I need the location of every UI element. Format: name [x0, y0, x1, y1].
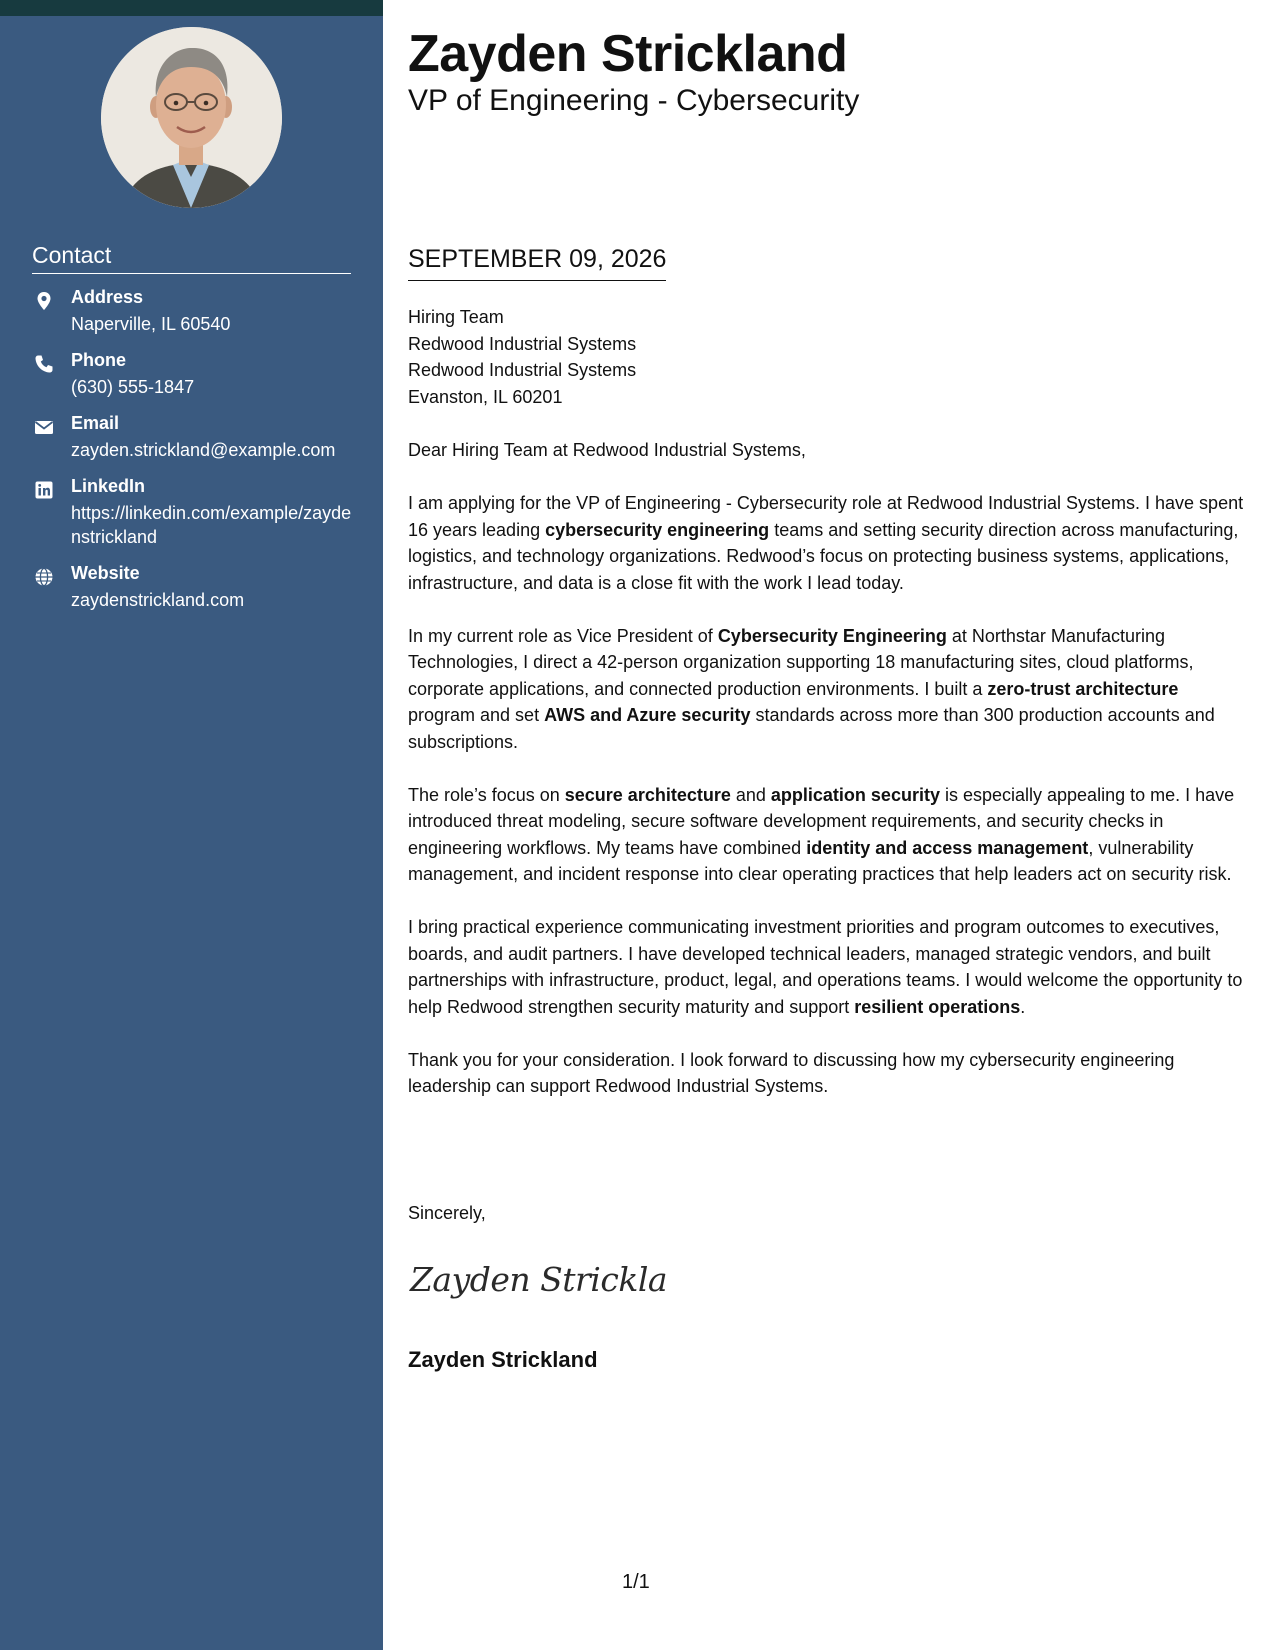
contact-label-website: Website: [71, 563, 140, 583]
contact-label-address: Address: [71, 287, 144, 307]
salutation: Dear Hiring Team at Redwood Industrial Systems,: [408, 440, 806, 460]
contact-value-phone: (630) 555-1847: [71, 377, 195, 397]
letter-paragraph: [408, 623, 1248, 756]
letter-date: SEPTEMBER 09, 2026: [408, 245, 666, 281]
emphasized-text: application security: [770, 784, 940, 805]
globe-icon: [34, 567, 54, 587]
recipient-line: Evanston, IL 60201: [408, 386, 563, 407]
emphasized-text: resilient operations: [854, 996, 1021, 1017]
emphasized-text: AWS and Azure security: [544, 705, 751, 725]
paragraph-text: , vulnerability management, and incident response into clear operating practices that help leaders act on security risk.: [408, 837, 1232, 884]
recipient-line: Redwood Industrial Systems: [408, 360, 637, 380]
sidebar-top-bar: [0, 0, 383, 16]
signer-name: Zayden Strickland: [408, 1347, 598, 1372]
applicant-name: Zayden Strickland: [408, 25, 848, 83]
contact-label-email: Email: [71, 413, 120, 433]
recipient-block: [408, 304, 636, 410]
page-number: 1/1: [622, 1571, 650, 1593]
contact-value-website[interactable]: zaydenstrickland.com: [71, 590, 245, 610]
contact-heading: Contact: [32, 242, 351, 274]
paragraph-text: program and set: [408, 705, 545, 725]
recipient-line: Hiring Team: [408, 307, 504, 327]
contact-value-email: zayden.strickland@example.com: [71, 440, 336, 460]
emphasized-text: Cybersecurity Engineering: [717, 625, 947, 646]
letter-paragraphs: [408, 490, 1248, 1100]
map-pin-icon: [34, 291, 54, 311]
phone-icon: [34, 354, 54, 374]
envelope-icon: [34, 417, 54, 437]
paragraph-text: I bring practical experience communicating investment priorities and program outcomes to executives, boards, and audit partners. I have developed technical leaders, managed strategic vendors, and built partnerships with infrastructure, product, legal, and operations teams. I would welcome the opportunity to help Redwood strengthen security maturity and support: [408, 917, 1243, 1017]
linkedin-icon: [34, 480, 54, 500]
contact-value-linkedin[interactable]: https://linkedin.com/example/zaydenstrickland: [71, 503, 352, 547]
paragraph-text: The role’s focus on: [408, 784, 565, 805]
closing: Sincerely,: [408, 1203, 486, 1223]
job-title: VP of Engineering - Cybersecurity: [408, 84, 860, 117]
handwritten-signature: [408, 1255, 668, 1310]
svg-text:Zayden Stricklan: Zayden Stricklan: [410, 1260, 668, 1299]
letter-paragraph: [408, 490, 1248, 596]
contact-value-address: Naperville, IL 60540: [71, 314, 231, 334]
emphasized-text: cybersecurity engineering: [545, 519, 770, 540]
letter-paragraph: [408, 782, 1248, 888]
letter-body: [408, 437, 1248, 1126]
paragraph-text: is especially appealing to me. I have introduced threat modeling, secure software development requirements, and security checks in engineering workflows. My teams have combined: [408, 784, 1235, 858]
emphasized-text: identity and access management: [806, 837, 1089, 858]
contact-label-phone: Phone: [71, 350, 127, 370]
paragraph-text: standards across more than 300 production accounts and subscriptions.: [408, 705, 1215, 752]
recipient-line: Redwood Industrial Systems: [408, 333, 637, 354]
paragraph-text: In my current role as Vice President of: [408, 625, 718, 646]
paragraph-text: teams and setting security direction across manufacturing, logistics, and technology organizations. Redwood’s focus on protecting business systems, applications, infrastructure, and data is a close fit with the work I lead today.: [408, 519, 1239, 593]
paragraph-text: Thank you for your consideration. I look forward to discussing how my cybersecurity engineering leadership can support Redwood Industrial Systems.: [408, 1049, 1175, 1096]
paragraph-text: at Northstar Manufacturing Technologies, I direct a 42-person organization supporting 18 manufacturing sites, cloud platforms, corporate applications, and connected production environments. I built a: [408, 625, 1194, 699]
paragraph-text: and: [730, 784, 771, 805]
letter-paragraph: [408, 914, 1248, 1020]
emphasized-text: secure architecture: [564, 784, 731, 805]
profile-photo: [101, 27, 282, 208]
emphasized-text: zero-trust architecture: [987, 678, 1179, 699]
paragraph-text: I am applying for the VP of Engineering - Cybersecurity role at Redwood Industrial Systems. I have spent 16 years leading: [408, 493, 1244, 540]
letter-paragraph: [408, 1047, 1248, 1100]
contact-label-linkedin: LinkedIn: [71, 476, 146, 496]
sidebar: [0, 0, 383, 1650]
paragraph-text: .: [1020, 996, 1026, 1017]
